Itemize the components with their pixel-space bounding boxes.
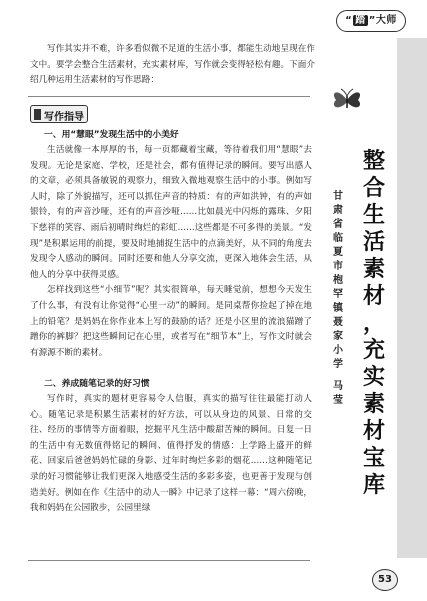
title-char: 素	[362, 257, 385, 282]
section2-paragraph: 写作时，真实的题材更容易令人信服，真实的描写往往最能打动人心。随笔记录是积累生活素材的好方法，可以从身边的风景、日常的交往、经历的事情等方面着眼，挖掘平凡生活中酸甜苦辣的瞬间。日复一日的生活中有无数值得铭记的瞬间、值得抒发的情感：上学路上盛开的鲜花、回家后爸爸妈妈忙碌的身影、过年时绚烂多彩的烟花……这种随笔记录的好习惯能够让我们更深入地感受生活的多彩多姿，也更善于发现与创造美好。例如在作《生活中的动人一瞬》中记录了这样一幕：“周六傍晚，我和妈妈在公园散步，公园里绿	[30, 394, 312, 514]
author-char: 莹	[333, 395, 343, 406]
section1-body	[30, 143, 312, 361]
author-char: 夏	[333, 247, 343, 258]
author-char: 小	[333, 345, 343, 356]
author-char: 学	[333, 359, 343, 370]
author-char: 甘	[333, 191, 343, 202]
divider-top	[28, 96, 310, 97]
badge-quote-open: “	[345, 15, 353, 26]
title-char: 素	[362, 392, 385, 417]
page-number: 53	[372, 569, 398, 591]
section-tag	[30, 105, 88, 123]
author-char: 马	[333, 381, 343, 392]
author-char: 省	[333, 219, 343, 230]
title-char: 库	[362, 473, 385, 498]
title-char: 活	[362, 230, 385, 255]
author-char: 市	[333, 261, 343, 272]
article-title	[357, 148, 391, 499]
section2-body	[30, 392, 312, 517]
tag-marker-icon	[34, 109, 41, 120]
title-char: 实	[362, 365, 385, 390]
section2-heading: 二、养成随笔记录的好习惯	[44, 379, 150, 389]
title-char: 合	[362, 176, 385, 201]
title-char: 充	[362, 338, 385, 363]
badge-quote-close: ”	[368, 15, 376, 26]
author-char: 肃	[333, 205, 343, 216]
sidebar-grey-bar	[397, 38, 427, 558]
section-tag-label: 写作指导	[44, 112, 84, 123]
column-badge	[336, 10, 406, 32]
top-band	[0, 0, 427, 8]
title-char: 整	[362, 149, 385, 174]
author-char: 罕	[333, 289, 343, 300]
badge-label: 大师	[375, 15, 397, 26]
divider-bottom	[28, 560, 310, 561]
author-byline	[330, 190, 346, 408]
badge-highlight: 踏	[355, 15, 366, 26]
title-char: 材	[362, 419, 385, 444]
title-char: ，	[362, 311, 385, 336]
author-char: 家	[333, 331, 343, 342]
author-char: 临	[333, 233, 343, 244]
author-char: 枹	[333, 275, 343, 286]
section1-heading: 一、用“慧眼”发现生活中的小美好	[44, 130, 179, 140]
title-char: 材	[362, 284, 385, 309]
title-char: 生	[362, 203, 385, 228]
butterfly-icon	[330, 86, 364, 116]
section1-paragraph: 怎样找到这些“小细节”呢？其实很简单，每天睡觉前，想想今天发生了什么事，有没有让你觉得“心里一动”的瞬间。是同桌帮你捡起了掉在地上的铅笔？是妈妈在你作业本上写的鼓励的话？还是小区里的流浪猫蹭了蹭你的裤脚？把这些瞬间记在心里，或者写在“细节本”上，写作文时就会有源源不断的素材。	[30, 285, 312, 358]
intro-paragraph: 写作其实并不难，许多看似微不足道的生活小事，都能生动地呈现在作文中。要学会整合生活素材，充实素材库，写作就会变得轻松有趣。下面介绍几种运用生活素材的写作思路：	[30, 44, 315, 85]
section1-paragraph: 生活就像一本厚厚的书，每一页都藏着宝藏，等待着我们用“慧眼”去发现。无论是家庭、学校，还是社会，都有值得记录的瞬间。要写出感人的文章，必须具备敏锐的观察力，细致入微地观察生活中的小事。例如写人时，除了外貌描写，还可以抓住声音的特质：有的声如洪钟，有的声如银铃，有的声音沙哑，还有的声音沙哑……比如晨光中闪烁的露珠、夕阳下慈祥的笑容、雨后初晴时绚烂的彩虹……这些都是不可多得的美景。“发现”是积累运用的前提，要及时地捕捉生活中的点滴美好，从不同的角度去发现令人感动的瞬间。同时还要和他人分享交流，更深入地体会生活，从他人的分享中获得灵感。	[30, 145, 312, 280]
title-char: 宝	[362, 446, 385, 471]
author-char: 聂	[333, 317, 343, 328]
author-char: 镇	[333, 303, 343, 314]
